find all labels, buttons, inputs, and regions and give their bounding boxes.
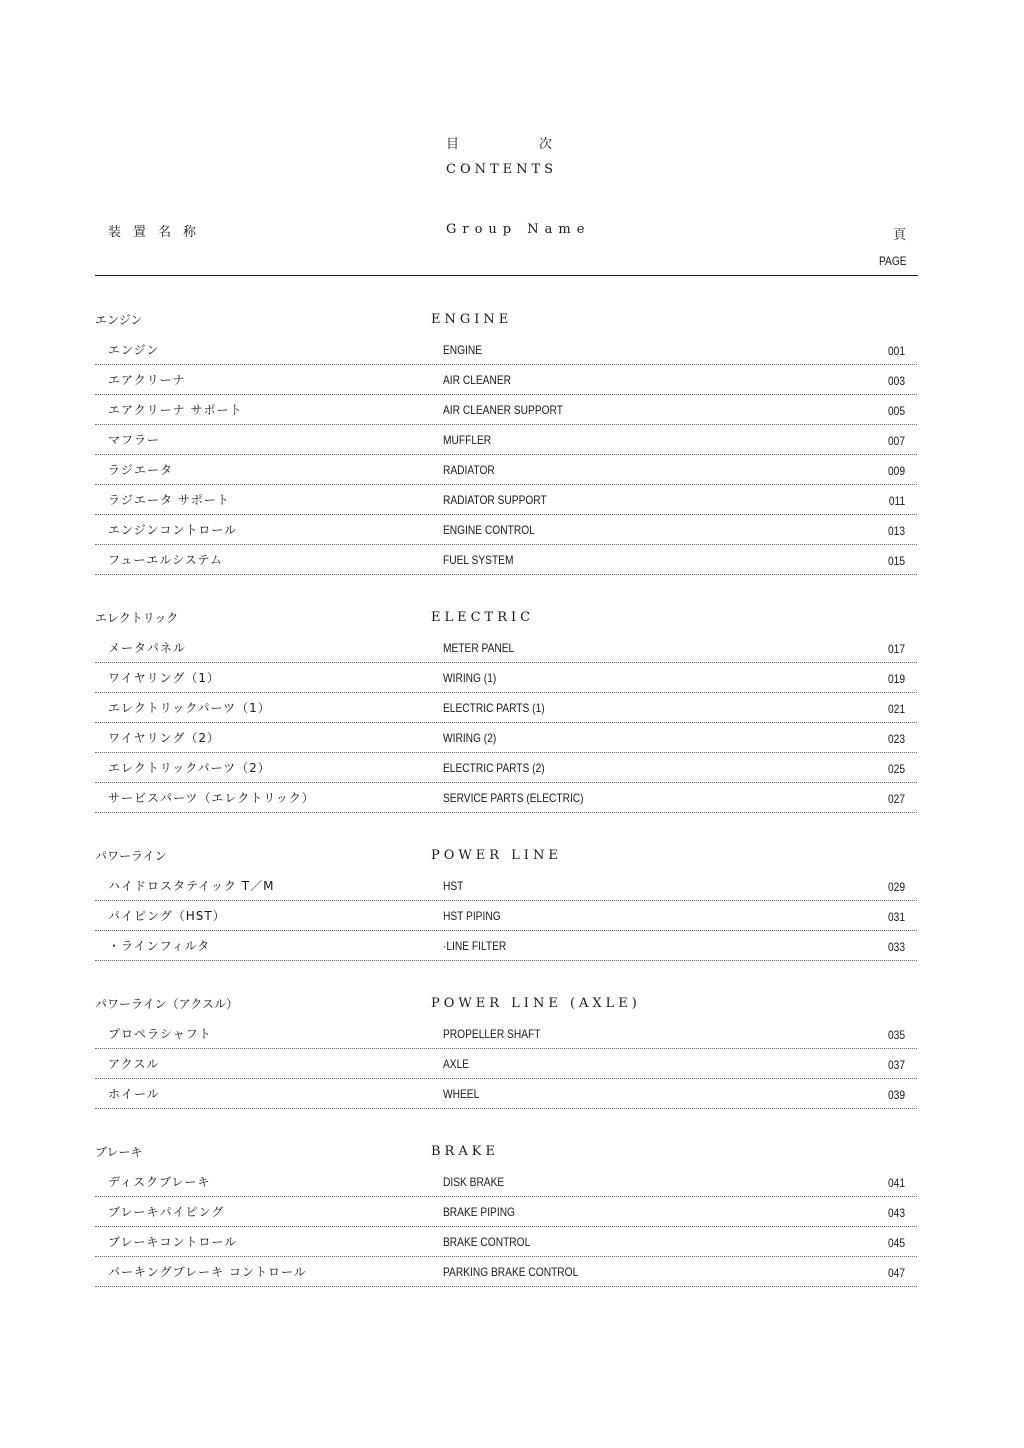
entry-name-japanese: ブレーキコントロール (108, 1235, 238, 1249)
entry-name-english: FUEL SYSTEM (443, 553, 514, 567)
entry-name-japanese: ワイヤリング（1） (108, 671, 221, 685)
entry-name-japanese: エアクリーナ (108, 373, 186, 387)
entry-name-japanese: ブレーキパイピング (108, 1205, 225, 1219)
toc-entry[interactable] (95, 663, 917, 693)
toc-entry[interactable] (95, 871, 917, 901)
section-title-japanese: エンジン (95, 313, 143, 327)
entry-name-english: AIR CLEANER (443, 373, 512, 387)
entry-page-number: 043 (887, 1206, 905, 1220)
section-title-japanese: パワーライン（アクスル） (95, 997, 239, 1011)
entry-name-japanese: ワイヤリング（2） (108, 731, 221, 745)
toc-entry[interactable] (95, 693, 917, 723)
entry-name-english: ·LINE FILTER (443, 939, 507, 953)
entry-name-english: HST (443, 879, 464, 893)
entry-name-japanese: パイピング（HST） (108, 909, 226, 923)
column-header-page-japanese: 頁 (893, 228, 907, 243)
toc-entry[interactable] (95, 425, 917, 455)
entry-name-japanese: メータパネル (108, 641, 186, 655)
entry-name-japanese: エアクリーナ サポート (108, 403, 243, 417)
entry-page-number: 005 (887, 404, 905, 418)
entry-page-number: 025 (887, 762, 905, 776)
entry-page-number: 039 (887, 1088, 905, 1102)
entry-name-english: DISK BRAKE (443, 1175, 505, 1189)
column-header-japanese: 装置名称 (108, 225, 209, 240)
entry-page-number: 023 (887, 732, 905, 746)
toc-entry[interactable] (95, 753, 917, 783)
toc-entry[interactable] (95, 1019, 917, 1049)
entry-name-english: ELECTRIC PARTS (1) (443, 701, 545, 715)
entry-name-japanese: ・ラインフィルタ (108, 939, 211, 953)
entry-name-japanese: エレクトリックパーツ（2） (108, 761, 271, 775)
section-header (95, 305, 917, 335)
entry-page-number: 029 (887, 880, 905, 894)
section-title-english: ELECTRIC (431, 610, 535, 625)
toc-entry[interactable] (95, 633, 917, 663)
toc-entry[interactable] (95, 395, 917, 425)
toc-entry[interactable] (95, 365, 917, 395)
section-title-english: POWER LINE (431, 848, 562, 863)
entry-name-english: BRAKE CONTROL (443, 1235, 531, 1249)
toc-entry[interactable] (95, 1197, 917, 1227)
toc-entry[interactable] (95, 335, 917, 365)
entry-page-number: 009 (887, 464, 905, 478)
entry-page-number: 027 (887, 792, 905, 806)
toc-entry[interactable] (95, 455, 917, 485)
toc-entry[interactable] (95, 1257, 917, 1287)
toc-entry[interactable] (95, 1079, 917, 1109)
toc-entry[interactable] (95, 1049, 917, 1079)
entry-name-english: WIRING (2) (443, 731, 497, 745)
entry-page-number: 011 (888, 494, 905, 508)
entry-name-english: ELECTRIC PARTS (2) (443, 761, 545, 775)
entry-page-number: 019 (887, 672, 905, 686)
entry-page-number: 003 (887, 374, 905, 388)
entry-page-number: 033 (887, 940, 905, 954)
toc-section (95, 1137, 917, 1287)
toc-entry[interactable] (95, 783, 917, 813)
entry-name-english: ENGINE CONTROL (443, 523, 535, 537)
table-of-contents (95, 305, 917, 1315)
toc-section (95, 841, 917, 961)
entry-name-japanese: アクスル (108, 1057, 160, 1071)
entry-page-number: 017 (887, 642, 905, 656)
entry-name-english: HST PIPING (443, 909, 501, 923)
toc-section (95, 989, 917, 1109)
entry-name-english: WIRING (1) (443, 671, 497, 685)
section-title-japanese: ブレーキ (95, 1145, 143, 1159)
section-title-english: POWER LINE (AXLE) (431, 996, 641, 1011)
entry-name-english: MUFFLER (443, 433, 492, 447)
title-english: CONTENTS (446, 162, 558, 177)
entry-page-number: 001 (887, 344, 905, 358)
entry-name-japanese: サービスパーツ（エレクトリック） (108, 791, 315, 805)
toc-entry[interactable] (95, 901, 917, 931)
entry-page-number: 031 (887, 910, 905, 924)
title-japanese: 目次 (446, 137, 633, 152)
section-title-english: BRAKE (431, 1144, 499, 1159)
entry-name-english: AIR CLEANER SUPPORT (443, 403, 563, 417)
entry-name-japanese: ラジエータ サポート (108, 493, 230, 507)
header-divider (95, 275, 918, 276)
entry-name-japanese: プロペラシャフト (108, 1027, 212, 1041)
entry-page-number: 045 (887, 1236, 905, 1250)
entry-page-number: 007 (887, 434, 905, 448)
entry-page-number: 021 (887, 702, 905, 716)
entry-page-number: 015 (887, 554, 905, 568)
section-header (95, 1137, 917, 1167)
toc-section (95, 305, 917, 575)
entry-name-english: AXLE (443, 1057, 470, 1071)
entry-name-english: PARKING BRAKE CONTROL (443, 1265, 579, 1279)
entry-name-english: METER PANEL (443, 641, 515, 655)
toc-entry[interactable] (95, 723, 917, 753)
entry-name-japanese: ディスクブレーキ (108, 1175, 211, 1189)
entry-name-english: PROPELLER SHAFT (443, 1027, 541, 1041)
entry-name-japanese: エレクトリックパーツ（1） (108, 701, 271, 715)
entry-name-japanese: ホイール (108, 1087, 160, 1101)
entry-page-number: 047 (887, 1266, 905, 1280)
entry-page-number: 035 (887, 1028, 905, 1042)
toc-entry[interactable] (95, 1167, 917, 1197)
entry-name-english: RADIATOR SUPPORT (443, 493, 547, 507)
entry-name-japanese: マフラー (108, 433, 161, 447)
entry-name-english: BRAKE PIPING (443, 1205, 515, 1219)
column-header-group-name: Group Name (446, 222, 591, 237)
toc-entry[interactable] (95, 545, 917, 575)
entry-name-english: ENGINE (443, 343, 483, 357)
entry-name-japanese: エンジンコントロール (108, 523, 238, 537)
toc-entry[interactable] (95, 485, 917, 515)
section-title-english: ENGINE (431, 312, 513, 327)
section-header (95, 841, 917, 871)
entry-page-number: 013 (887, 524, 905, 538)
toc-entry[interactable] (95, 931, 917, 961)
entry-name-japanese: エンジン (108, 343, 160, 357)
section-title-japanese: パワーライン (95, 849, 167, 863)
section-header (95, 603, 917, 633)
toc-section (95, 603, 917, 813)
entry-name-japanese: フューエルシステム (108, 553, 223, 567)
toc-entry[interactable] (95, 1227, 917, 1257)
entry-page-number: 037 (887, 1058, 905, 1072)
entry-name-japanese: ハイドロスタテイック T／M (108, 879, 275, 893)
toc-entry[interactable] (95, 515, 917, 545)
entry-page-number: 041 (887, 1176, 905, 1190)
entry-name-english: RADIATOR (443, 463, 495, 477)
entry-name-english: SERVICE PARTS (ELECTRIC) (443, 791, 584, 805)
section-title-japanese: エレクトリック (95, 611, 179, 625)
entry-name-japanese: ラジエータ (108, 463, 174, 477)
entry-name-english: WHEEL (443, 1087, 480, 1101)
entry-name-japanese: パーキングブレーキ コントロール (108, 1265, 307, 1279)
column-header-page: PAGE (879, 254, 907, 268)
section-header (95, 989, 917, 1019)
